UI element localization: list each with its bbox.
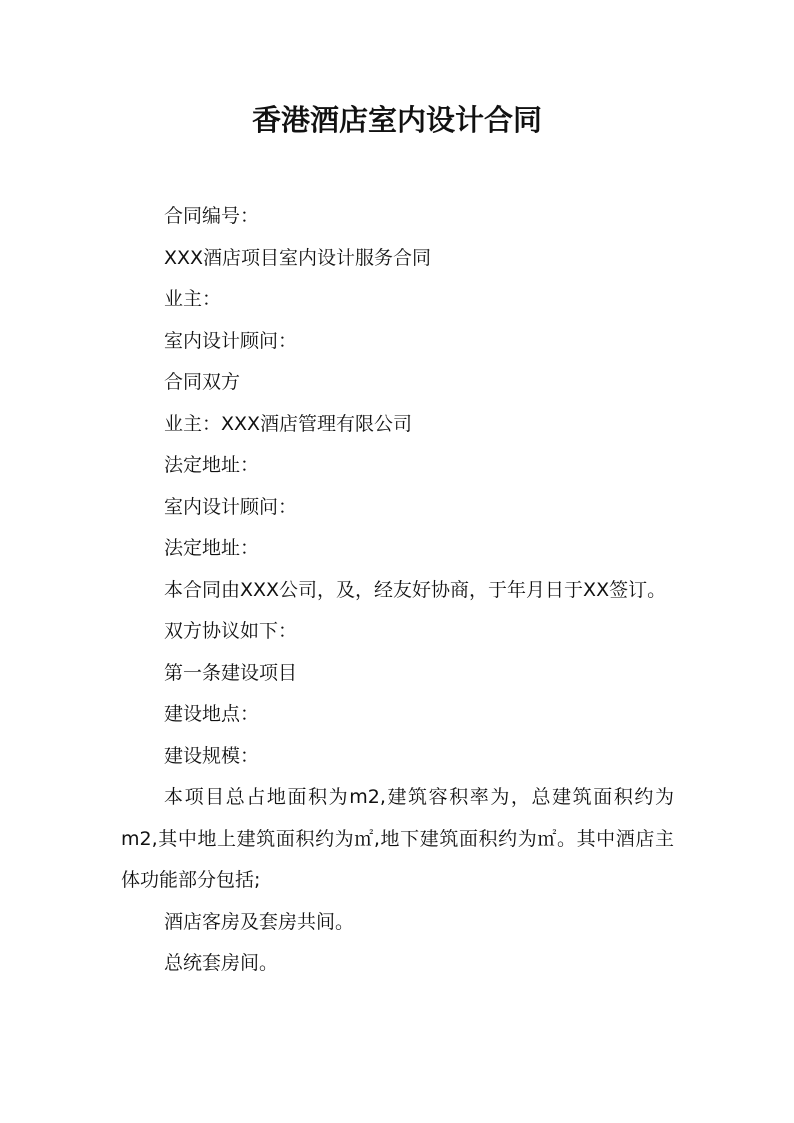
design-consultant-line: 室内设计顾问： (164, 329, 298, 352)
contract-number-line: 合同编号： (164, 205, 260, 227)
owner-address-line: 法定地址： (164, 454, 260, 476)
article-one-heading: 第一条建设项目 (164, 661, 298, 684)
signing-statement: 本合同由XXX公司，及，经友好协商，于年月日于XX签订。 (164, 578, 667, 601)
guest-rooms-line: 酒店客房及套房共间。 (164, 910, 355, 933)
owner-company-line: 业主：XXX酒店管理有限公司 (164, 412, 413, 435)
consultant-address-line: 法定地址： (164, 537, 260, 559)
contract-parties-heading: 合同双方 (164, 371, 241, 393)
project-area-paragraph: 本项目总占地面积为m2,建筑容积率为，总建筑面积约为m2,其中地上建筑面积约为㎡,地下建筑面积约为㎡。其中酒店主体功能部分包括; (121, 786, 674, 891)
document-body (121, 196, 674, 985)
document-title: 香港酒店室内设计合同 (251, 103, 542, 137)
construction-site-line: 建设地点： (164, 703, 260, 725)
contract-name-line: XXX酒店项目室内设计服务合同 (164, 246, 432, 269)
construction-scale-line: 建设规模： (164, 744, 260, 767)
agreement-intro: 双方协议如下： (164, 620, 298, 642)
presidential-suite-line: 总统套房间。 (164, 952, 279, 974)
consultant-line: 室内设计顾问： (164, 495, 298, 518)
owner-line: 业主： (164, 288, 222, 310)
